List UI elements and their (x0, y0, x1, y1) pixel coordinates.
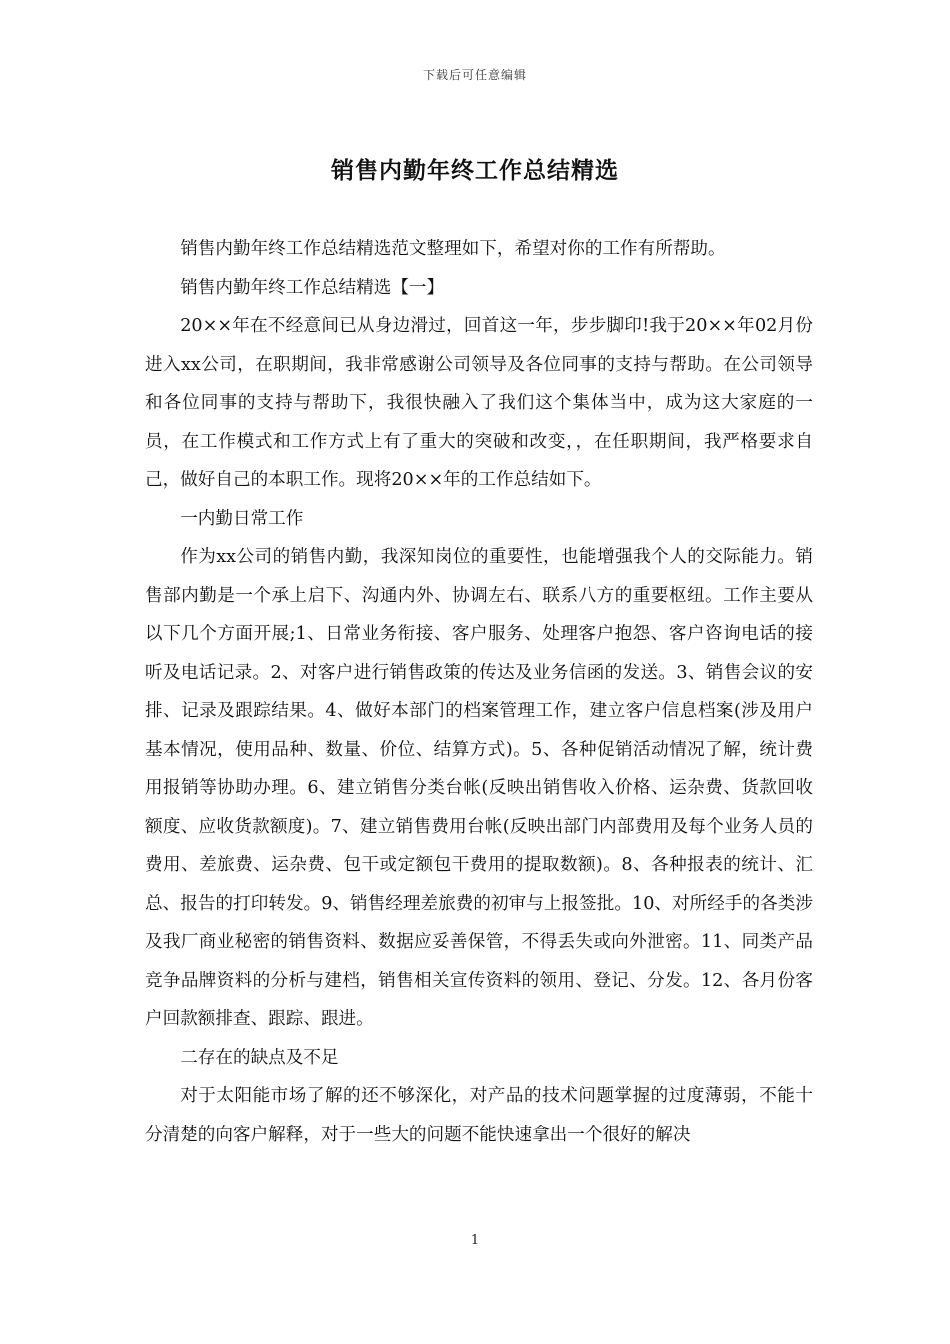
document-body (145, 230, 813, 1154)
body-paragraph: 对于太阳能市场了解的还不够深化，对产品的技术问题掌握的过度薄弱，不能十分清楚的向客户解释，对于一些大的问题不能快速拿出一个很好的解决 (145, 1086, 813, 1145)
intro-paragraph: 销售内勤年终工作总结精选范文整理如下，希望对你的工作有所帮助。 (180, 239, 726, 259)
document-title: 销售内勤年终工作总结精选 (331, 157, 619, 184)
subheading-shortcomings: 二存在的缺点及不足 (180, 1047, 339, 1068)
body-paragraph: 作为xx公司的销售内勤，我深知岗位的重要性，也能增强我个人的交际能力。销售部内勤是一个承上启下、沟通内外、协调左右、联系八方的重要枢纽。工作主要从以下几个方面开展;1、日常业务衔接、客户服务、处理客户抱怨、客户咨询电话的接听及电话记录。2、对客户进行销售政策的传达及业务信函的发送。3、销售会议的安排、记录及跟踪结果。4、做好本部门的档案管理工作，建立客户信息档案(涉及用户基本情况，使用品种、数量、价位、结算方式)。5、各种促销活动情况了解，统计费用报销等协助办理。6、建立销售分类台帐(反映出销售收入价格、运杂费、货款回收额度、应收货款额度)。7、建立销售费用台帐(反映出部门内部费用及每个业务人员的费用、差旅费、运杂费、包干或定额包干费用的提取数额)。8、各种报表的统计、汇总、报告的打印转发。9、销售经理差旅费的初审与上报签批。10、对所经手的各类涉及我厂商业秘密的销售资料、数据应妥善保管，不得丢失或向外泄密。11、同类产品竞争品牌资料的分析与建档，销售相关宣传资料的领用、登记、分发。12、各月份客户回款额排查、跟踪、跟进。 (145, 547, 813, 1029)
header-note: 下载后可任意编辑 (422, 68, 527, 82)
page-number: 1 (470, 1233, 480, 1248)
section-heading-one: 销售内勤年终工作总结精选【一】 (180, 277, 445, 298)
subheading-daily-work: 一内勤日常工作 (180, 508, 304, 529)
body-paragraph: 20××年在不经意间已从身边滑过，回首这一年，步步脚印!我于20××年02月份进入xx公司，在职期间，我非常感谢公司领导及各位同事的支持与帮助。在公司领导和各位同事的支持与帮助下，我很快融入了我们这个集体当中，成为这大家庭的一员，在工作模式和工作方式上有了重大的突破和改变，，在任职期间，我严格要求自己，做好自己的本职工作。现将20××年的工作总结如下。 (145, 316, 813, 490)
